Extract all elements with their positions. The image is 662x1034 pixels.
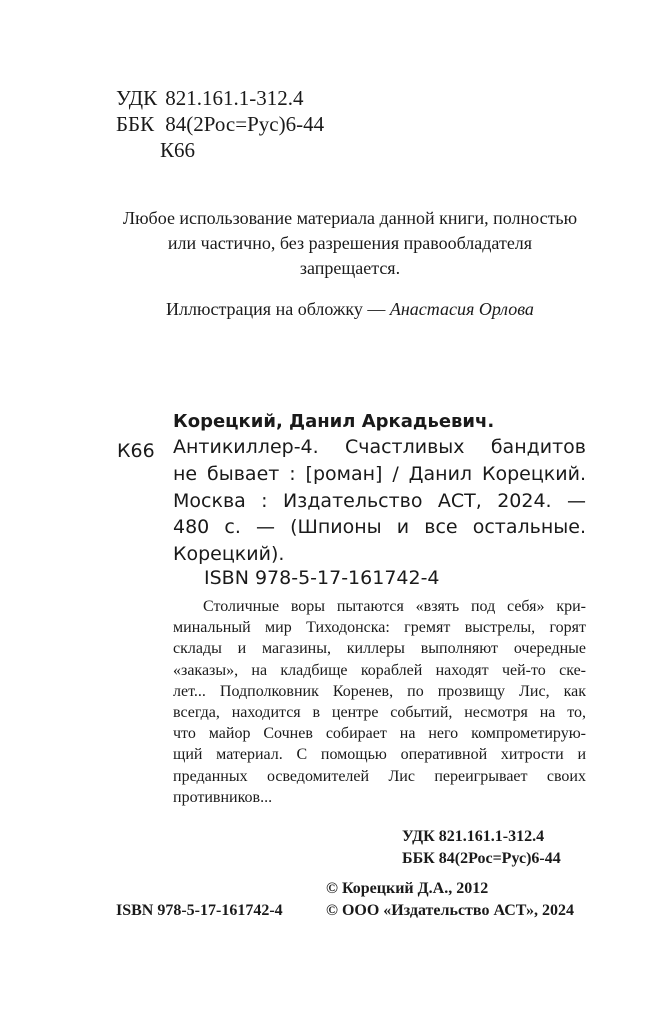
card-line: Москва : Издательство АСТ, 2024. — bbox=[173, 489, 586, 512]
card-line: не бывает : [роман] / Данил Корецкий. bbox=[173, 462, 586, 485]
card-line: 480 с. — (Шпионы и все остальные. bbox=[173, 516, 586, 539]
annotation-line: минальный мир Тиходонска: гремят выстрелы, горят bbox=[173, 619, 586, 637]
bbk-line bbox=[116, 111, 324, 137]
illustration-credit bbox=[120, 297, 580, 321]
copyright-author: © Корецкий Д.А., 2012 bbox=[326, 880, 489, 897]
card-author: Корецкий, Данил Аркадьевич. bbox=[173, 411, 495, 432]
bbk-label: ББК bbox=[116, 112, 155, 136]
annotation-line: противников... bbox=[173, 788, 273, 806]
udk-value: 821.161.1-312.4 bbox=[165, 86, 304, 110]
illustration-artist: Анастасия Орлова bbox=[389, 299, 534, 319]
annotation-line: лет... Подполковник Коренев, по прозвищу Лис, как bbox=[173, 682, 586, 700]
card-description bbox=[173, 434, 586, 568]
annotation-line: склады и магазины, киллеры выполняют очередные bbox=[173, 640, 586, 658]
annotation-line: щий материал. С помощью оперативной хитрости и bbox=[173, 746, 586, 764]
annotation-line: Столичные воры пытаются «взять под себя» кри- bbox=[203, 598, 586, 615]
card-line: Антикиллер-4. Счастливых бандитов bbox=[173, 436, 586, 458]
udk-label: УДК bbox=[116, 86, 158, 110]
annotation bbox=[173, 596, 586, 808]
annotation-line: что майор Сочнев собирает на него компрометирую- bbox=[173, 725, 586, 743]
copyright-notice: Любое использование материала данной книги, полностью или частично, без разрешения правообладателя запрещается. bbox=[122, 208, 578, 278]
annotation-line: «заказы», на кладбище кораблей находят чей-то ске- bbox=[173, 661, 586, 679]
card-line: Корецкий). bbox=[173, 543, 285, 566]
illustration-prefix: Иллюстрация на обложку — bbox=[166, 299, 390, 319]
bottom-classification bbox=[402, 826, 561, 870]
copyright-block bbox=[326, 878, 574, 922]
bottom-udk: УДК 821.161.1-312.4 bbox=[402, 828, 545, 845]
bottom-bbk: ББК 84(2Рос=Рус)6-44 bbox=[402, 850, 561, 867]
annotation-line: всегда, находится в центре событий, несмотря на то, bbox=[173, 703, 586, 721]
udk-line bbox=[116, 85, 304, 111]
bottom-isbn: ISBN 978-5-17-161742-4 bbox=[116, 902, 283, 919]
annotation-line: преданных осведомителей Лис переигрывает своих bbox=[173, 767, 586, 785]
bbk-value: 84(2Рос=Рус)6-44 bbox=[165, 112, 325, 136]
card-author-mark: К66 bbox=[117, 440, 155, 462]
author-mark: К66 bbox=[160, 138, 196, 162]
card-isbn: ISBN 978-5-17-161742-4 bbox=[204, 567, 440, 589]
copyright-publisher: © ООО «Издательство АСТ», 2024 bbox=[326, 902, 575, 919]
